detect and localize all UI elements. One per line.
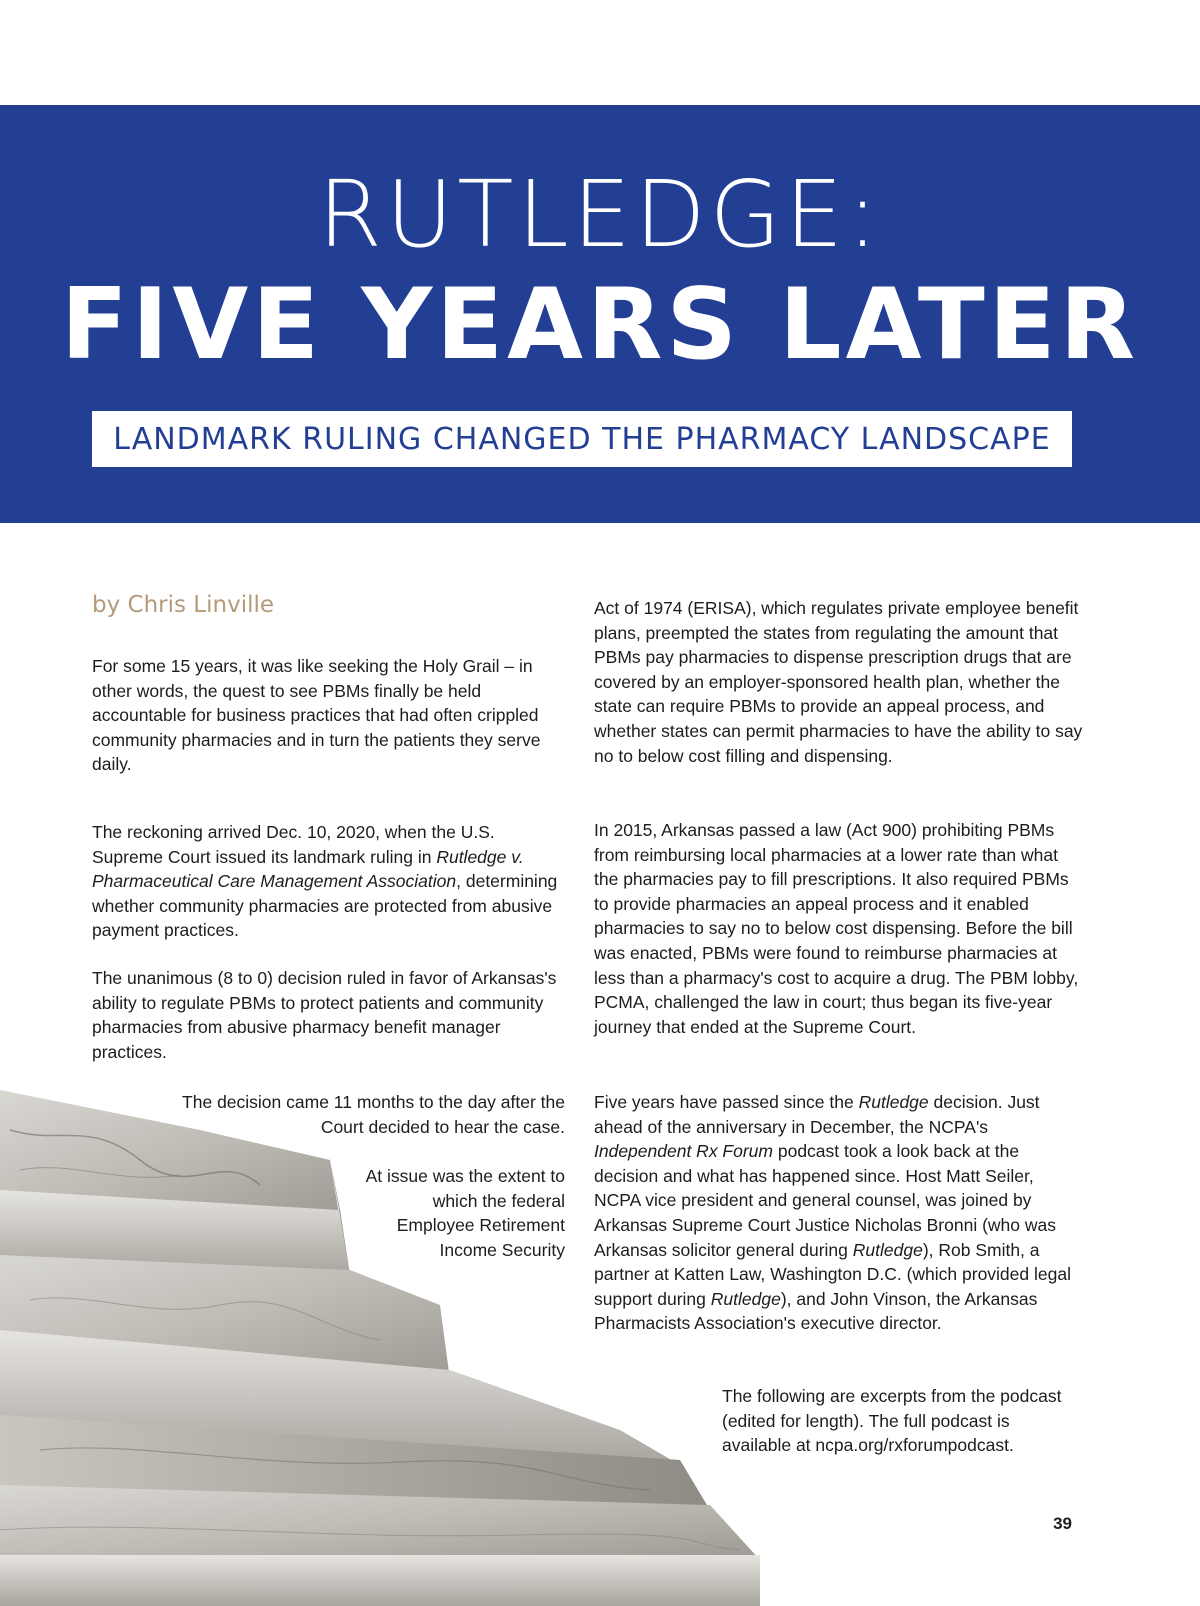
right-paragraph-4: The following are excerpts from the podcast (edited for length). The full podcast is available at ncpa.org/rxforumpodcast.: [722, 1386, 1062, 1456]
text-run: , determining whether community pharmacies are protected from abusive payment practices.: [92, 871, 558, 941]
text-run: decision. Just ahead of the anniversary in December, the NCPA's: [594, 1092, 1040, 1137]
subtitle: LANDMARK RULING CHANGED THE PHARMACY LANDSCAPE: [113, 421, 1051, 457]
italic-run: Rutledge: [858, 1092, 929, 1112]
case-name-italic: Rutledge v. Pharmaceutical Care Management Association: [92, 846, 524, 892]
text-run: ), Rob Smith, a partner at Katten Law, Washington D.C. (which provided legal support during: [594, 1239, 1071, 1309]
left-paragraph-4: The decision came 11 months to the day after the Court decided to hear the case.: [182, 1092, 565, 1137]
right-paragraph-2: In 2015, Arkansas passed a law (Act 900) prohibiting PBMs from reimbursing local pharmacies at a lower rate than what the pharmacies pay to fill prescriptions. It also required PBMs to provide pharmacies an appeal process and it enabled pharmacies to say no to below cost dispensing. Before the bill was enacted, PBMs were found to reimburse pharmacies at less than a pharmacy's cost to acquire a drug. The PBM lobby, PCMA, challenged the law in court; thus began its five-year journey that ended at the Supreme Court.: [594, 820, 1079, 1037]
byline: by Chris Linville: [92, 592, 275, 618]
left-paragraph-1: For some 15 years, it was like seeking the Holy Grail – in other words, the quest to see PBMs finally be held accountable for business practices that had often crippled community pharmacies and in turn the patients they serve daily.: [92, 656, 541, 775]
title-line-2: FIVE YEARS LATER: [60, 268, 1140, 382]
text-run: Five years have passed since the: [594, 1092, 859, 1112]
right-paragraph-1: Act of 1974 (ERISA), which regulates private employee benefit plans, preempted the states from regulating the amount that PBMs pay pharmacies to dispense prescription drugs that are covered by an employer-sponsored health plan, whether the state can require PBMs to provide an appeal process, and whether states can permit pharmacies to have the ability to say no to below cost filling and dispensing.: [594, 598, 1083, 766]
text-run: podcast took a look back at the decision and what has happened since. Host Matt Seiler, NCPA vice president and general counsel, was joined by Arkansas Supreme Court Justice Nicholas Bronni (who was Arkansas solicitor general during: [594, 1141, 1056, 1260]
left-paragraph-2: [92, 820, 570, 943]
left-paragraph-3: The unanimous (8 to 0) decision ruled in favor of Arkansas's ability to regulate PBMs to protect patients and community pharmacies from abusive pharmacy benefit manager practices.: [92, 968, 557, 1062]
title-line-1: RUTLEDGE:: [317, 161, 883, 268]
right-paragraph-3: [594, 1090, 1084, 1336]
left-paragraph-5: At issue was the extent to which the federal Employee Retirement Income Security: [365, 1166, 565, 1260]
header-banner: [0, 105, 1200, 523]
podcast-name-italic: Independent Rx Forum: [594, 1141, 773, 1162]
italic-run: Rutledge: [710, 1288, 781, 1309]
text-run: The reckoning arrived Dec. 10, 2020, when the U.S. Supreme Court issued its landmark ruling in: [92, 822, 495, 867]
page-number: 39: [1053, 1514, 1072, 1533]
subtitle-box: [92, 411, 1072, 467]
italic-run: Rutledge: [852, 1239, 923, 1260]
text-run: ), and John Vinson, the Arkansas Pharmacists Association's executive director.: [594, 1288, 1038, 1334]
